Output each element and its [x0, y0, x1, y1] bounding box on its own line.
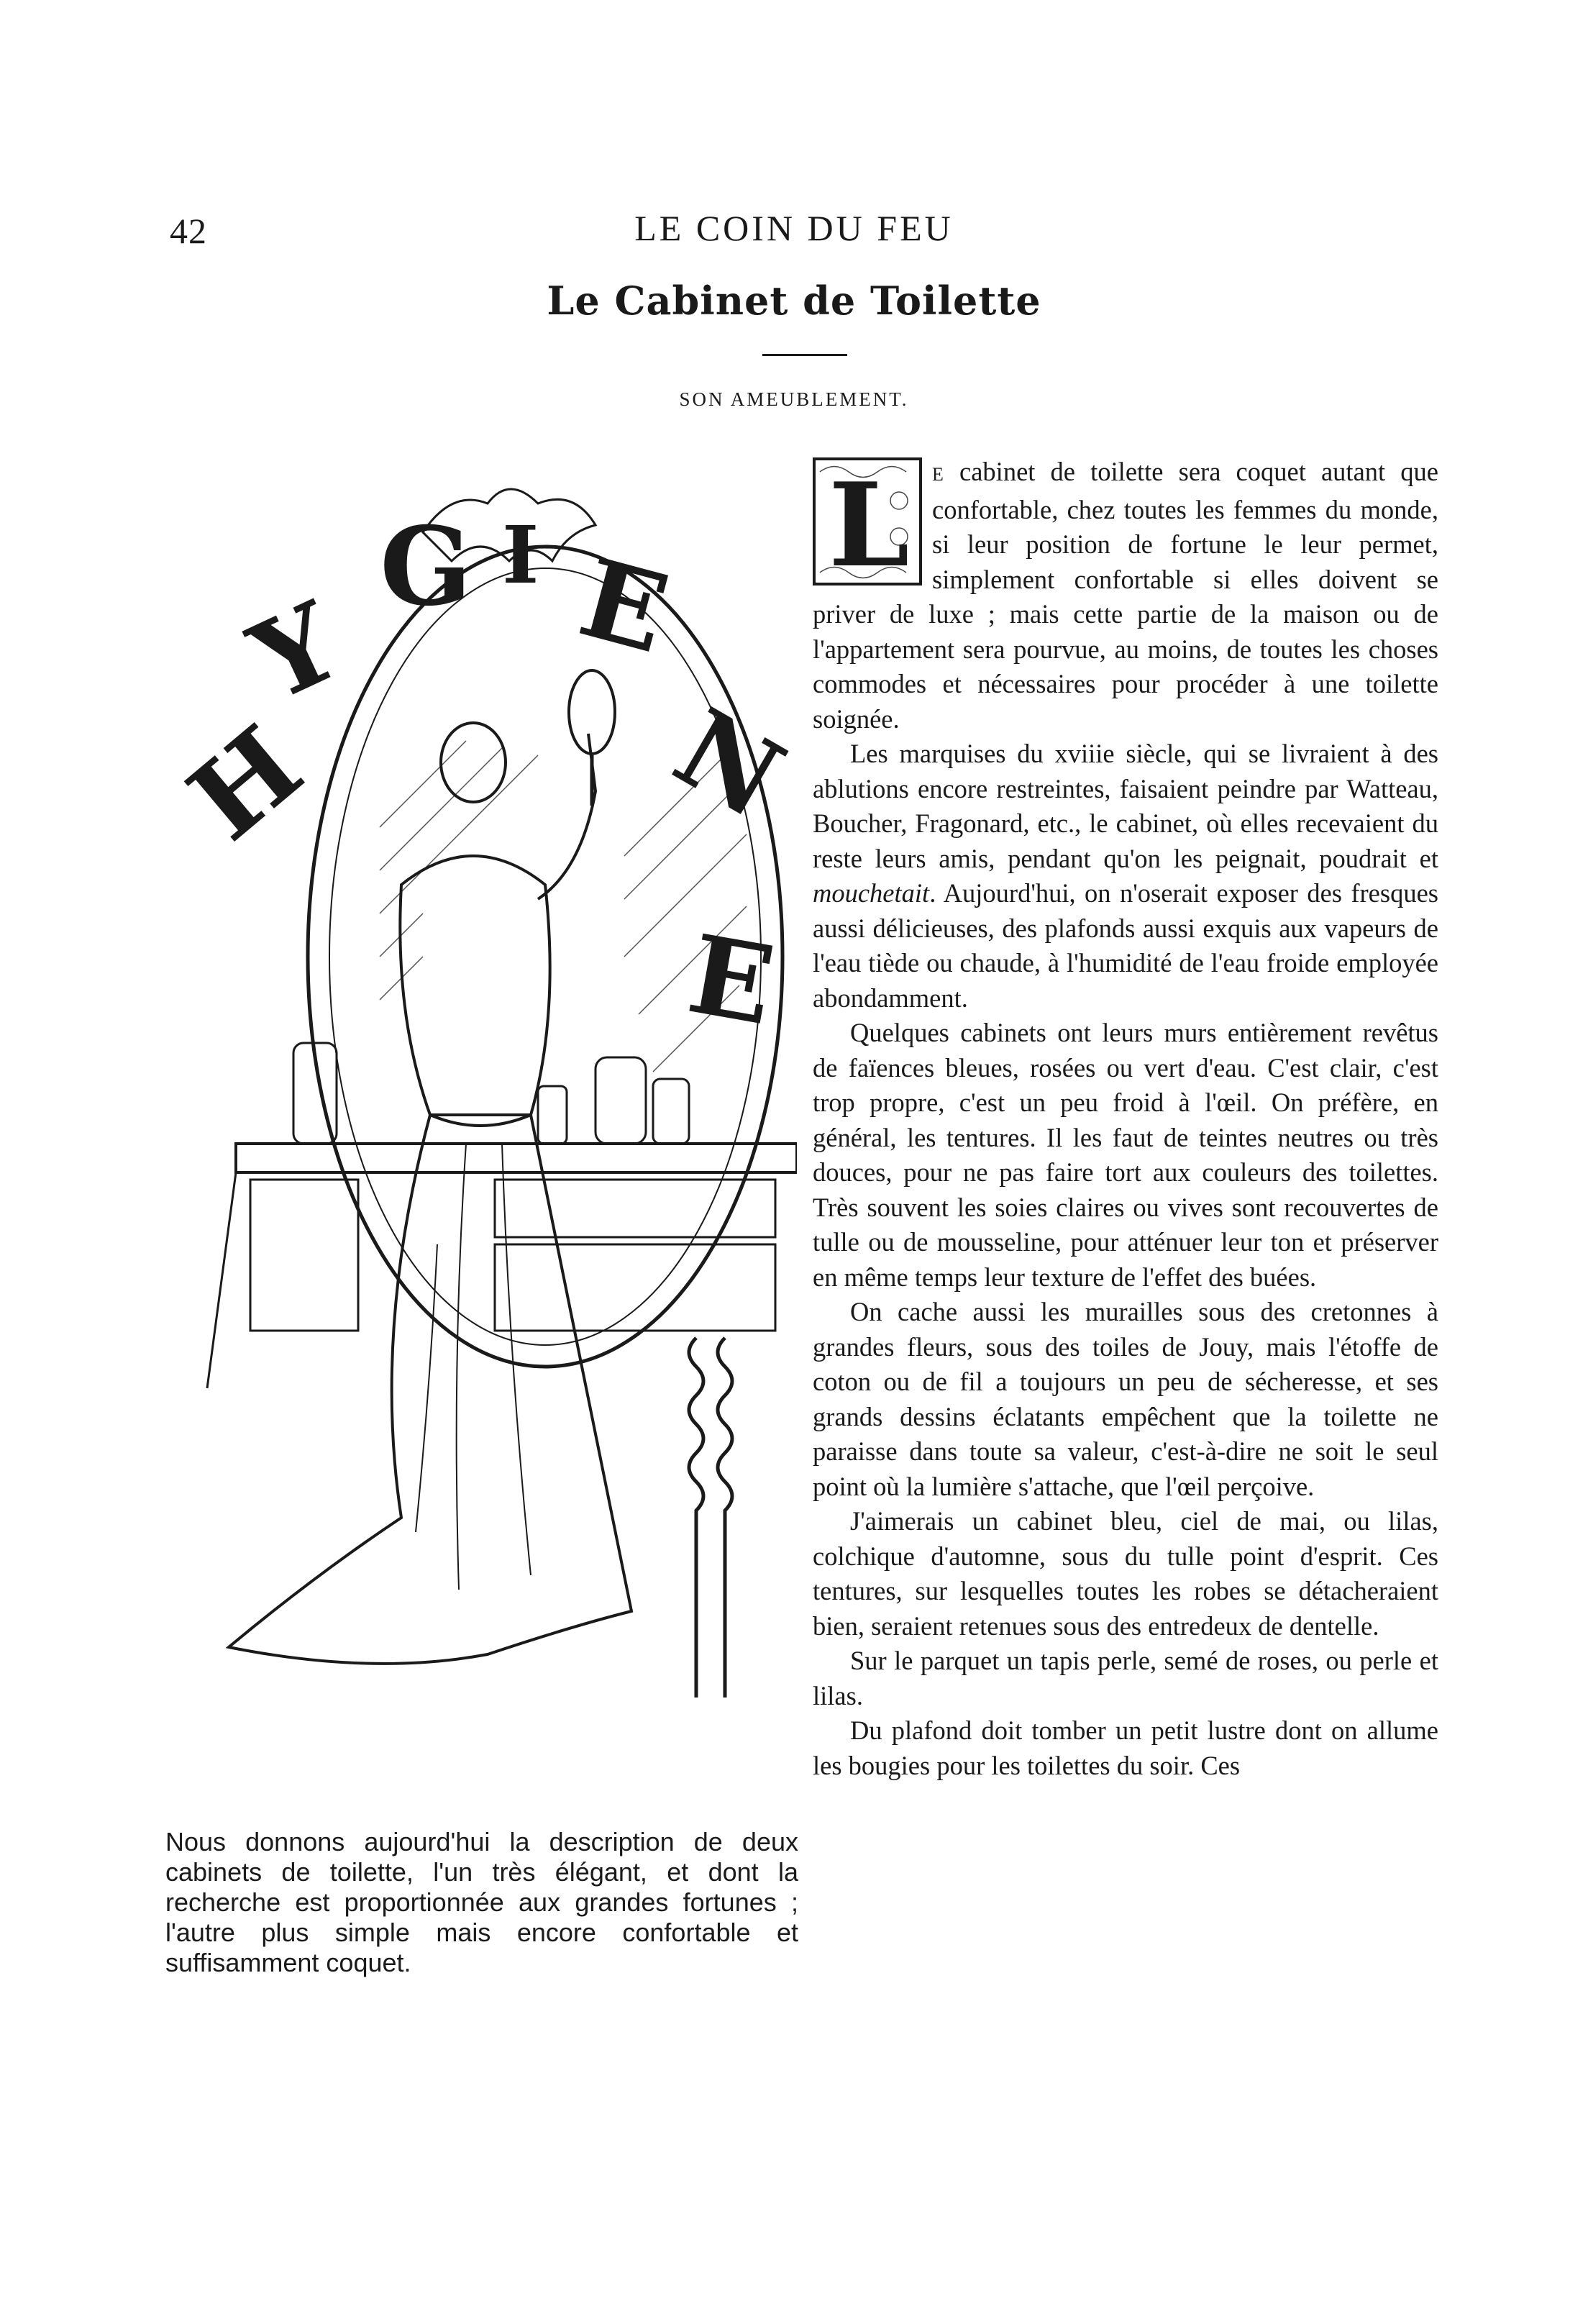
- svg-text:G: G: [380, 503, 473, 630]
- paragraph-1-text: cabinet de toilette sera coquet autant que confortable, chez toutes les femmes du monde, si leur position de fortune le leur permet, simplement confortable si elles doivent se priver de luxe ; mais cette partie de la maison ou de l'appartement sera pourvue, au moins, de toutes les choses commodes et nécessaires pour procéder à une toilette soignée.: [813, 457, 1438, 734]
- dressing-table-apron: [495, 1244, 775, 1331]
- paragraph-4: On cache aussi les murailles sous des cretonnes à grandes fleurs, sous des toiles de Jouy, mais l'étoffe de coton ou de fil a toujours un peu de sécheresse, et ses grands dessins éclatants empêchent que la toilette ne paraisse dans toute sa valeur, c'est-à-dire ne soit le seul point où la lumière s'attache, que l'œil perçoive.: [813, 1297, 1438, 1501]
- paragraph-6: Sur le parquet un tapis perle, semé de roses, ou perle et lilas.: [813, 1646, 1438, 1710]
- svg-text:I: I: [502, 509, 539, 601]
- perfume-bottle: [538, 1086, 567, 1144]
- paragraph-5: J'aimerais un cabinet bleu, ciel de mai, ou lilas, colchique d'automne, sous du tulle point d'esprit. Ces tentures, sur lesquelles toutes les robes se détacheraient bien, seraient retenues sous des entredeux de dentelle.: [813, 1506, 1438, 1641]
- running-head: LE COIN DU FEU: [634, 208, 954, 248]
- table-leg: [689, 1338, 703, 1698]
- perfume-bottle: [653, 1079, 689, 1144]
- svg-text:E: E: [680, 911, 783, 1050]
- woman-bodice: [400, 856, 549, 1126]
- hygiene-engraving: [164, 453, 797, 1827]
- woman-head: [441, 723, 506, 802]
- svg-text:N: N: [654, 685, 797, 844]
- page-number: 42: [170, 211, 207, 251]
- svg-text:E: E: [567, 534, 680, 678]
- drop-cap-letter: L: [829, 457, 910, 585]
- svg-text:Y: Y: [233, 578, 357, 726]
- article-body: [813, 455, 1438, 1783]
- woman-gown: [229, 1115, 631, 1664]
- woman-arm: [538, 734, 596, 899]
- drop-cap: [813, 457, 922, 585]
- illustration-caption: Nous donnons aujourd'hui la description de deux cabinets de toilette, l'un très élégant, et dont la recherche est proportionnée aux grandes fortunes ; l'autre plus simple mais encore confortable et suffisamment coquet.: [165, 1827, 798, 1977]
- article-subtitle: SON AMEUBLEMENT.: [679, 388, 909, 410]
- paragraph-7: Du plafond doit tomber un petit lustre dont on allume les bougies pour les toilettes du soir. Ces: [813, 1715, 1438, 1780]
- svg-text:H: H: [165, 702, 326, 865]
- article-title: Le Cabinet de Toilette: [547, 278, 1041, 324]
- drop-cap-tail: E: [932, 464, 944, 485]
- paragraph-2-after: . Aujourd'hui, on n'oserait exposer des fresques aussi délicieuses, des plafonds aussi exquis aux vapeurs de l'eau tiède ou chaude, à l'humidité de l'eau froide employée abondamment.: [813, 878, 1438, 1013]
- paragraph-2-before: Les marquises du xviiie siècle, qui se livraient à des ablutions encore restreintes, faisaient peindre par Watteau, Boucher, Fragonard, etc., le cabinet, où elles recevaient du reste leurs amis, pendant qu'on les peignait, poudrait et: [813, 739, 1438, 873]
- paragraph-3: Quelques cabinets ont leurs murs entièrement revêtus de faïences bleues, rosées ou vert d'eau. C'est clair, c'est trop propre, c'est un peu froid à l'œil. On préfère, en général, les tentures. Il les faut de teintes neutres ou très douces, pour ne pas faire tort aux couleurs des toilettes. Très souvent les soies claires ou vives sont recouvertes de tulle ou de mousseline, pour atténuer leur ton et préserver en même temps leur texture de l'effet des buées.: [813, 1018, 1438, 1292]
- perfume-bottle: [596, 1057, 646, 1144]
- hand-mirror: [569, 670, 615, 754]
- title-rule: [762, 354, 847, 356]
- paragraph-1: [813, 455, 1438, 737]
- paragraph-2-italic: mouchetait: [813, 878, 930, 908]
- dressing-table-top: [236, 1144, 797, 1172]
- paragraph-2: [813, 737, 1438, 1016]
